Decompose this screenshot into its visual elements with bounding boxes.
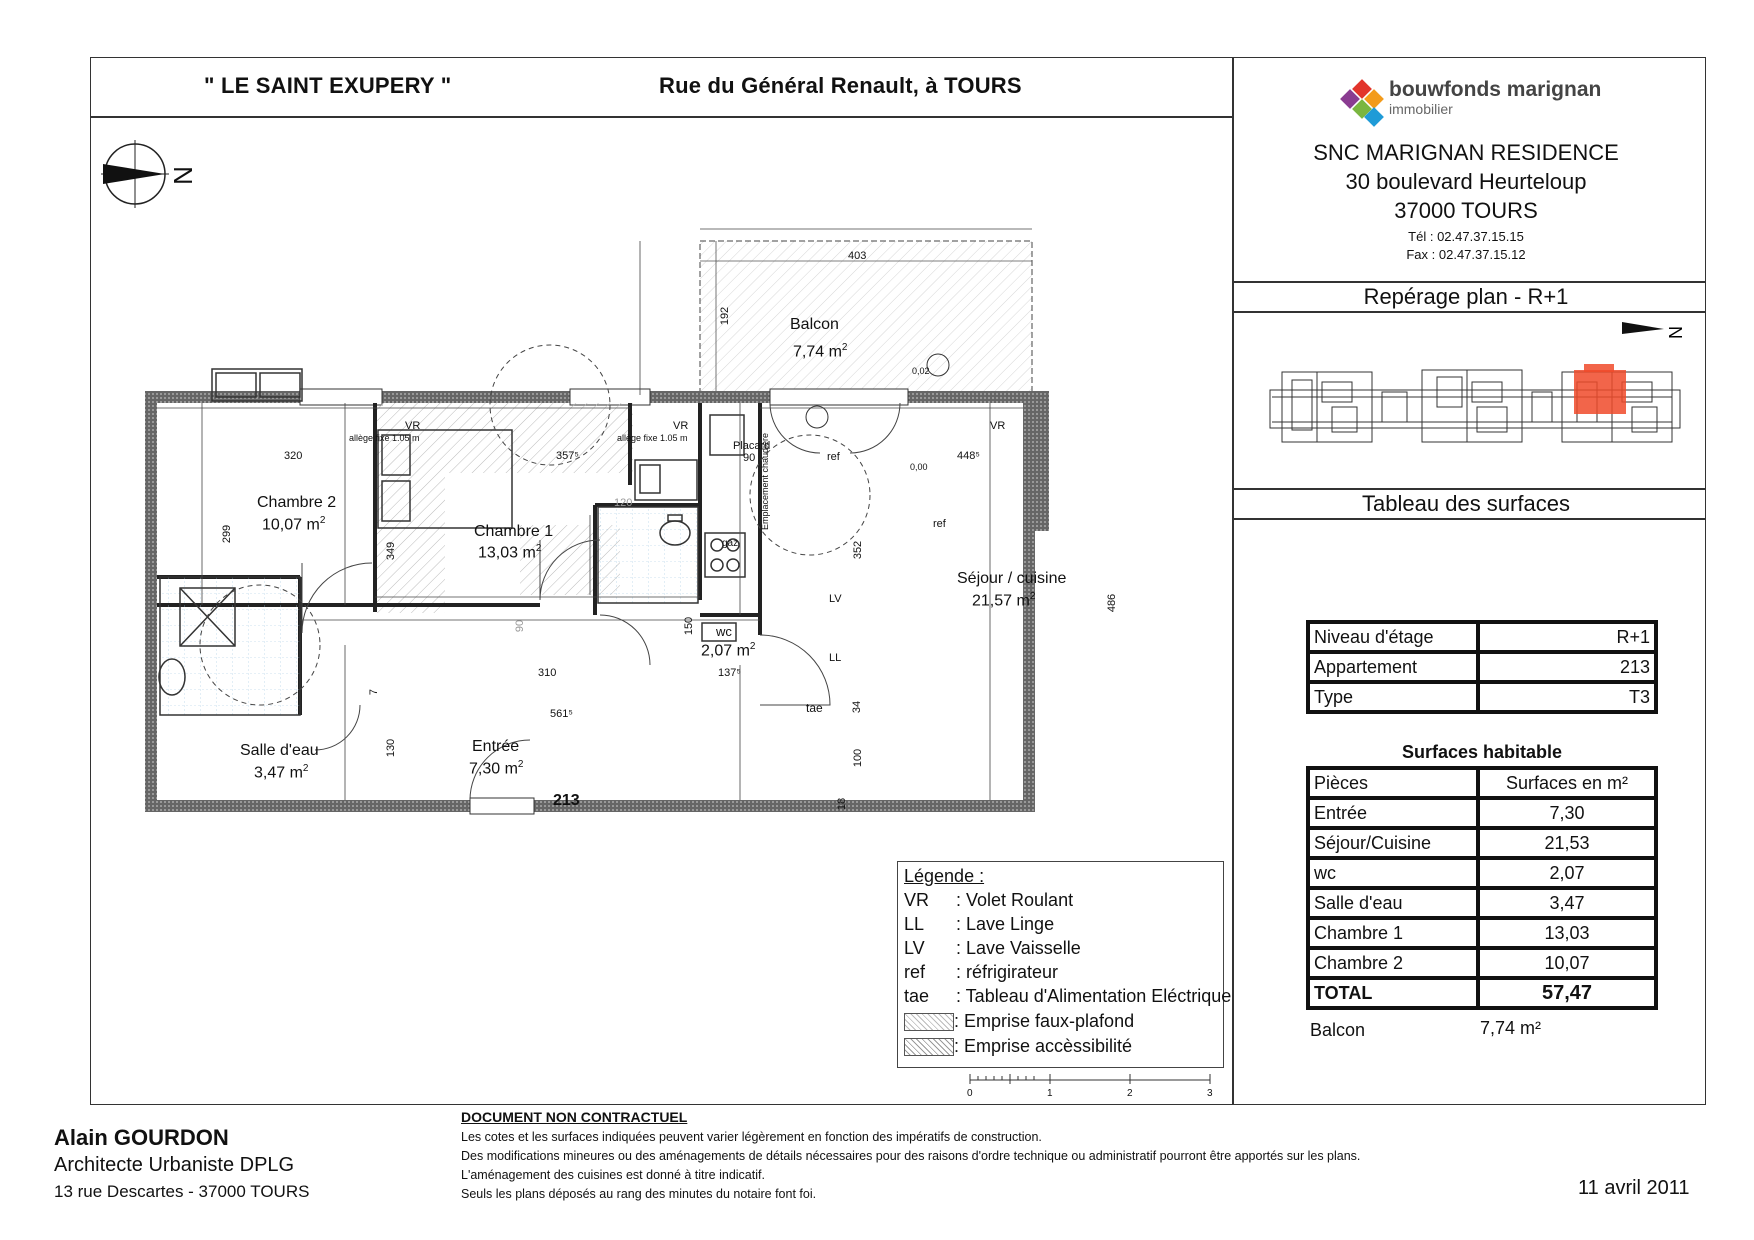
- room-name: Salle d'eau: [1308, 888, 1478, 918]
- architect-address: 13 rue Descartes - 37000 TOURS: [54, 1182, 310, 1201]
- room-surface: 21,53: [1478, 828, 1656, 858]
- architect-title: Architecte Urbaniste DPLG: [54, 1154, 295, 1176]
- info-value: R+1: [1478, 622, 1656, 652]
- room-chambre2-name: Chambre 2: [257, 494, 337, 511]
- reperage-north-label: N: [1665, 326, 1685, 339]
- total-row: [1308, 978, 1656, 1008]
- legend-title: Légende :: [904, 866, 985, 886]
- room-name: Entrée: [1308, 798, 1478, 828]
- ref-label-2: ref: [933, 518, 946, 530]
- table-row: [1308, 858, 1656, 888]
- legend-abbr: VR: [904, 890, 930, 910]
- dim-357: 357⁵: [556, 450, 579, 462]
- legend-abbr: LL: [904, 914, 925, 934]
- company-divider: [1232, 281, 1706, 283]
- room-chambre1-area: [478, 543, 541, 562]
- dim-349: 349: [385, 541, 398, 561]
- room-salle-eau-area: [254, 763, 308, 782]
- total-value: 57,47: [1478, 978, 1656, 1008]
- balcony: [700, 241, 1032, 395]
- area-value: 21,57 m: [972, 592, 1030, 610]
- allege-label-1: allège fixe 1.05 m: [349, 433, 420, 443]
- apartment-info-table: [1306, 620, 1658, 714]
- balcon-value: 7,74 m²: [1480, 1018, 1542, 1038]
- room-sejour-area: [972, 591, 1035, 610]
- legend-item: [904, 962, 1058, 983]
- room-chambre1-name: Chambre 1: [474, 523, 554, 540]
- dim-310: 310: [538, 667, 557, 679]
- dim-34: 34: [851, 700, 864, 714]
- reperage-north-arrow: [1622, 322, 1664, 334]
- architect-name: Alain GOURDON: [54, 1125, 229, 1150]
- placard-dim: 90: [743, 452, 756, 464]
- room-chambre2-area: [262, 515, 325, 534]
- legend-box: [897, 861, 1232, 1068]
- highlighted-apartment: [1574, 370, 1626, 414]
- dim-299: 299: [221, 524, 234, 544]
- header-divider: [90, 116, 1232, 118]
- table-row: [1308, 828, 1656, 858]
- dim-320: 320: [284, 450, 303, 462]
- placard-label: Placard: [733, 440, 771, 452]
- room-name: Chambre 1: [1308, 918, 1478, 948]
- disclaimer-line-2: Des modifications mineures ou des aménagements de détails nécessaires pour des raisons d'ordre technique ou administratif pourront être apportés sur les plans.: [461, 1149, 1361, 1163]
- table-row: [1308, 798, 1656, 828]
- reperage-title: Repérage plan - R+1: [1363, 284, 1569, 309]
- gaz-label: gaz: [722, 538, 739, 549]
- legend-pattern-1: [904, 1011, 1134, 1032]
- scale-label-3: 3: [1207, 1088, 1213, 1099]
- room-surface: 2,07: [1478, 858, 1656, 888]
- legend-abbr: ref: [904, 962, 926, 982]
- bathroom-fixtures: [159, 577, 300, 715]
- area-unit-sup: 2: [749, 641, 756, 652]
- balcon-label: Balcon: [1310, 1020, 1366, 1040]
- legend-item: [904, 986, 1231, 1007]
- disclaimer-line-1: Les cotes et les surfaces indiquées peuvent varier légèrement en fonction des impératifs de construction.: [461, 1130, 1042, 1144]
- dim-561: 561⁵: [550, 708, 573, 720]
- room-entree-area: [469, 759, 523, 778]
- room-surface: 3,47: [1478, 888, 1656, 918]
- room-name: Séjour/Cuisine: [1308, 828, 1478, 858]
- dim-90: 90: [514, 619, 527, 633]
- legend-swatch-accessibility: [904, 1038, 954, 1056]
- brand-sub: immobilier: [1389, 101, 1453, 117]
- wc-fixtures: [598, 507, 698, 603]
- room-balcon-name: Balcon: [790, 316, 839, 333]
- area-unit-sup: 2: [302, 763, 309, 774]
- area-unit-sup: 2: [517, 759, 524, 770]
- document-date: 11 avril 2011: [1578, 1177, 1690, 1199]
- table-row: [1308, 948, 1656, 978]
- area-unit-sup: 2: [535, 543, 542, 554]
- ref-label-1: ref: [827, 451, 840, 463]
- highlighted-apartment-top: [1584, 364, 1614, 372]
- legend-swatch-fauxplafond: [904, 1013, 954, 1031]
- info-row-floor: [1308, 622, 1656, 652]
- dim-150: 150: [683, 616, 696, 636]
- apartment-number: 213: [553, 792, 580, 809]
- dim-130: 130: [385, 738, 398, 758]
- info-label: Type: [1308, 682, 1478, 712]
- info-value: T3: [1478, 682, 1656, 712]
- dim-100: 100: [852, 748, 865, 768]
- drain-label-2: 0,00: [910, 462, 928, 472]
- legend-text: : Lave Linge: [956, 914, 1055, 934]
- reperage-map: [1262, 312, 1685, 488]
- vr-label-2: VR: [673, 420, 689, 432]
- legend-text: : réfrigirateur: [956, 962, 1059, 982]
- room-wc-name: wc: [716, 624, 732, 639]
- area-unit-sup: 2: [1029, 591, 1036, 602]
- room-salle-eau-name: Salle d'eau: [240, 742, 319, 759]
- total-label: TOTAL: [1308, 978, 1478, 1008]
- area-value: 3,47 m: [254, 764, 303, 782]
- dim-120: 120: [614, 497, 633, 509]
- legend-abbr: LV: [904, 938, 925, 958]
- company-city: 37000 TOURS: [1394, 198, 1538, 223]
- col-rooms-header: Pièces: [1308, 768, 1478, 798]
- compass-north-label: N: [167, 166, 198, 185]
- company-fax: Fax : 02.47.37.15.12: [1406, 247, 1526, 262]
- north-arrow-icon: [103, 164, 165, 184]
- area-value: 2,07 m: [701, 642, 750, 660]
- ll-label: LL: [829, 652, 842, 664]
- dim-486: 486: [1106, 593, 1119, 613]
- table-row: [1308, 918, 1656, 948]
- room-sejour-name: Séjour / cuisine: [957, 570, 1067, 587]
- room-entree-name: Entrée: [472, 738, 520, 755]
- legend-item: [904, 938, 1081, 959]
- scale-label-0: 0: [967, 1088, 973, 1099]
- table-row: [1308, 888, 1656, 918]
- legend-text: : Tableau d'Alimentation Eléctrique: [956, 986, 1232, 1006]
- legend-pattern-text: : Emprise faux-plafond: [954, 1011, 1135, 1031]
- room-surface: 13,03: [1478, 918, 1656, 948]
- dim-137: 137⁵: [718, 667, 741, 679]
- vr-label-3: VR: [990, 420, 1006, 432]
- disclaimer-line-4: Seuls les plans déposés au rang des minutes du notaire font foi.: [461, 1187, 817, 1201]
- vr-label-1: VR: [405, 420, 421, 432]
- area-value: 13,03 m: [478, 544, 536, 562]
- info-label: Niveau d'étage: [1308, 622, 1478, 652]
- area-value: 10,07 m: [262, 516, 320, 534]
- room-name: Chambre 2: [1308, 948, 1478, 978]
- legend-item: [904, 890, 1073, 911]
- scale-bar: [960, 1074, 1220, 1104]
- surfaces-header-row: [1308, 768, 1656, 798]
- drain-label-1: 0,02: [912, 366, 930, 376]
- lv-label: LV: [829, 593, 842, 605]
- info-row-type: [1308, 682, 1656, 712]
- legend-pattern-2: [904, 1036, 1132, 1057]
- info-row-apartment: [1308, 652, 1656, 682]
- allege-label-2: allège fixe 1.05 m: [617, 433, 688, 443]
- room-balcon-area: [793, 342, 847, 361]
- legend-item: [904, 914, 1054, 935]
- scale-label-1: 1: [1047, 1088, 1053, 1099]
- right-panel-divider: [1232, 57, 1234, 1105]
- habitable-title: Surfaces habitable: [1401, 742, 1563, 762]
- disclaimer-title: DOCUMENT NON CONTRACTUEL: [461, 1109, 688, 1125]
- room-surface: 10,07: [1478, 948, 1656, 978]
- project-name: " LE SAINT EXUPERY ": [204, 73, 452, 98]
- area-value: 7,30 m: [469, 760, 518, 778]
- info-label: Appartement: [1308, 652, 1478, 682]
- company-street: 30 boulevard Heurteloup: [1345, 169, 1587, 194]
- area-unit-sup: 2: [319, 515, 326, 526]
- floor-drain-icon: [806, 406, 828, 428]
- disclaimer-line-3: L'aménagement des cuisines est donné à titre indicatif.: [461, 1168, 765, 1182]
- project-address: Rue du Général Renault, à TOURS: [659, 73, 1022, 98]
- surfaces-divider: [1232, 518, 1706, 520]
- room-surface: 7,30: [1478, 798, 1656, 828]
- dim-448: 448⁵: [957, 450, 980, 462]
- dim-18: 18: [836, 797, 849, 811]
- surfaces-table: [1306, 766, 1658, 1010]
- scale-label-2: 2: [1127, 1088, 1133, 1099]
- dim-7: 7: [368, 688, 381, 696]
- legend-abbr: tae: [904, 986, 930, 1006]
- room-wc-area: [701, 641, 755, 660]
- area-unit-sup: 2: [841, 342, 848, 353]
- legend-pattern-text: : Emprise accèssibilité: [954, 1036, 1133, 1056]
- col-surface-header: Surfaces en m²: [1478, 768, 1656, 798]
- info-value: 213: [1478, 652, 1656, 682]
- company-tel: Tél : 02.47.37.15.15: [1408, 229, 1524, 244]
- dim-352: 352: [852, 540, 865, 560]
- chaudiere-label: Emplacement chaudière: [760, 432, 770, 530]
- tae-label: tae: [806, 701, 823, 715]
- area-value: 7,74 m: [793, 343, 842, 361]
- brand-name: bouwfonds marignan: [1389, 78, 1602, 101]
- legend-text: : Volet Roulant: [956, 890, 1074, 910]
- room-name: wc: [1308, 858, 1478, 888]
- dim-192: 192: [719, 306, 732, 326]
- company-name: SNC MARIGNAN RESIDENCE: [1313, 140, 1619, 165]
- legend-text: : Lave Vaisselle: [956, 938, 1081, 958]
- dim-403: 403: [848, 250, 867, 262]
- surfaces-title: Tableau des surfaces: [1362, 491, 1570, 516]
- reperage-divider-bottom: [1232, 488, 1706, 490]
